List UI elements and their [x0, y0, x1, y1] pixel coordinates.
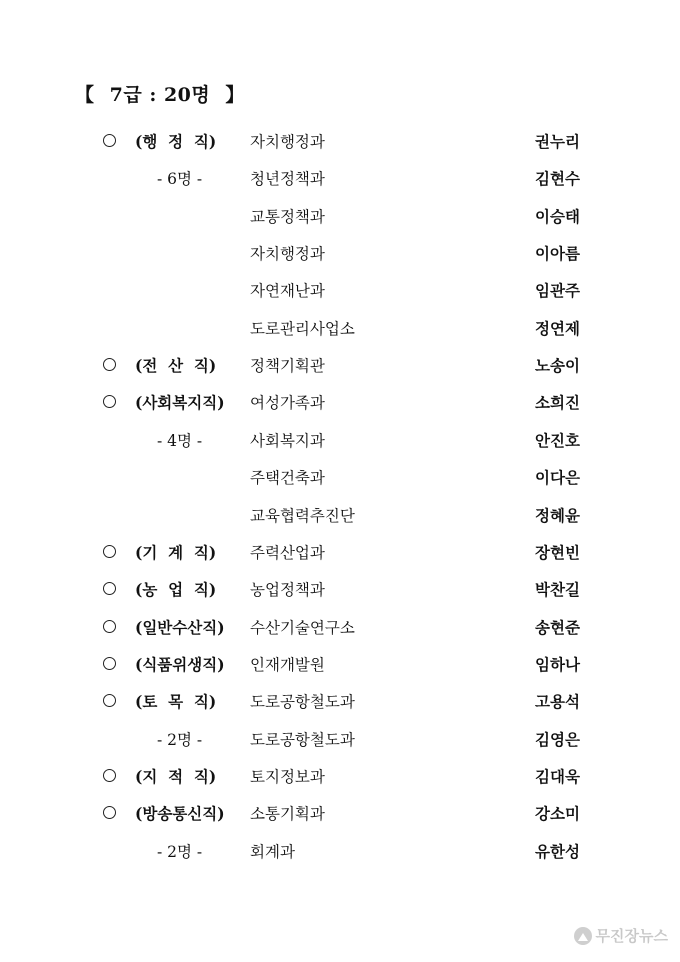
department: 수산기술연구소: [250, 618, 355, 637]
department: 토지정보과: [250, 767, 325, 786]
list-item: [0, 541, 680, 571]
list-item: [0, 840, 680, 870]
list-item: [0, 242, 680, 272]
watermark: [574, 925, 668, 946]
person-name: 김대욱: [535, 766, 580, 786]
heading-text: 7급 : 20명: [109, 84, 211, 106]
person-name: 장현빈: [535, 542, 580, 562]
department: 인재개발원: [250, 655, 325, 674]
department: 도로관리사업소: [250, 319, 355, 338]
department: 청년정책과: [250, 170, 325, 189]
category-count: - 6명 -: [157, 170, 203, 189]
person-name: 강소미: [535, 804, 580, 824]
person-name: 이승태: [535, 206, 580, 226]
list-item: [0, 205, 680, 235]
job-category: (농 업 직): [135, 580, 217, 600]
department: 자연재난과: [250, 282, 325, 301]
heading-open-bracket: 【: [75, 84, 95, 106]
person-name: 박찬길: [535, 580, 580, 600]
list-item: [0, 765, 680, 795]
person-name: 정연제: [535, 318, 580, 338]
watermark-text: 무진장뉴스: [595, 927, 668, 945]
department: 자치행정과: [250, 245, 325, 264]
list-item: [0, 279, 680, 309]
circle-bullet-icon: [103, 134, 116, 147]
department: 도로공항철도과: [250, 730, 355, 749]
list-item: [0, 504, 680, 534]
job-category: (행 정 직): [135, 132, 217, 151]
list-item: [0, 728, 680, 758]
list-item: [0, 690, 680, 720]
list-item: [0, 354, 680, 384]
department: 사회복지과: [250, 431, 325, 450]
job-category: (기 계 직): [135, 542, 217, 562]
person-name: 임하나: [535, 654, 580, 674]
person-name: 소희진: [535, 393, 580, 413]
department: 교육협력추진단: [250, 506, 355, 525]
list-item: [0, 429, 680, 459]
department: 주택건축과: [250, 469, 325, 488]
department: 도로공항철도과: [250, 693, 355, 712]
department: 소통기획과: [250, 805, 325, 824]
department: 주력산업과: [250, 543, 325, 562]
list-item: [0, 317, 680, 347]
person-name: 이다은: [535, 468, 580, 488]
circle-bullet-icon: [103, 582, 116, 595]
list-item: [0, 167, 680, 197]
list-item: [0, 802, 680, 832]
department: 회계과: [250, 842, 295, 861]
person-name: 유한성: [535, 841, 580, 861]
circle-bullet-icon: [103, 657, 116, 670]
department: 교통정책과: [250, 207, 325, 226]
list-item: [0, 466, 680, 496]
heading-close-bracket: 】: [225, 84, 245, 106]
person-name: 권누리: [535, 132, 580, 151]
job-category: (사회복지직): [135, 393, 225, 413]
list-item: [0, 616, 680, 646]
job-category: (일반수산직): [135, 617, 225, 637]
list-item: [0, 391, 680, 421]
person-name: 고용석: [535, 692, 580, 712]
job-category: (방송통신직): [135, 804, 225, 824]
person-name: 안진호: [535, 430, 580, 450]
mountain-logo-icon: [574, 927, 592, 945]
job-category: (토 목 직): [135, 692, 217, 712]
category-count: - 4명 -: [157, 431, 203, 450]
circle-bullet-icon: [103, 694, 116, 707]
person-name: 노송이: [535, 356, 580, 376]
department: 농업정책과: [250, 581, 325, 600]
job-category: (식품위생직): [135, 654, 225, 674]
person-name: 정혜윤: [535, 505, 580, 525]
person-name: 임관주: [535, 281, 580, 301]
person-name: 김영은: [535, 729, 580, 749]
circle-bullet-icon: [103, 358, 116, 371]
circle-bullet-icon: [103, 620, 116, 633]
circle-bullet-icon: [103, 395, 116, 408]
circle-bullet-icon: [103, 769, 116, 782]
circle-bullet-icon: [103, 545, 116, 558]
department: 정책기획관: [250, 357, 325, 376]
list-item: [0, 653, 680, 683]
category-count: - 2명 -: [157, 842, 203, 861]
job-category: (전 산 직): [135, 356, 217, 376]
category-count: - 2명 -: [157, 730, 203, 749]
person-name: 김현수: [535, 169, 580, 189]
job-category: (지 적 직): [135, 766, 217, 786]
person-name: 송현준: [535, 617, 580, 637]
list-item: [0, 578, 680, 608]
circle-bullet-icon: [103, 806, 116, 819]
department: 자치행정과: [250, 133, 325, 151]
department: 여성가족과: [250, 394, 325, 413]
list-item: [0, 130, 680, 160]
person-name: 이아름: [535, 244, 580, 264]
